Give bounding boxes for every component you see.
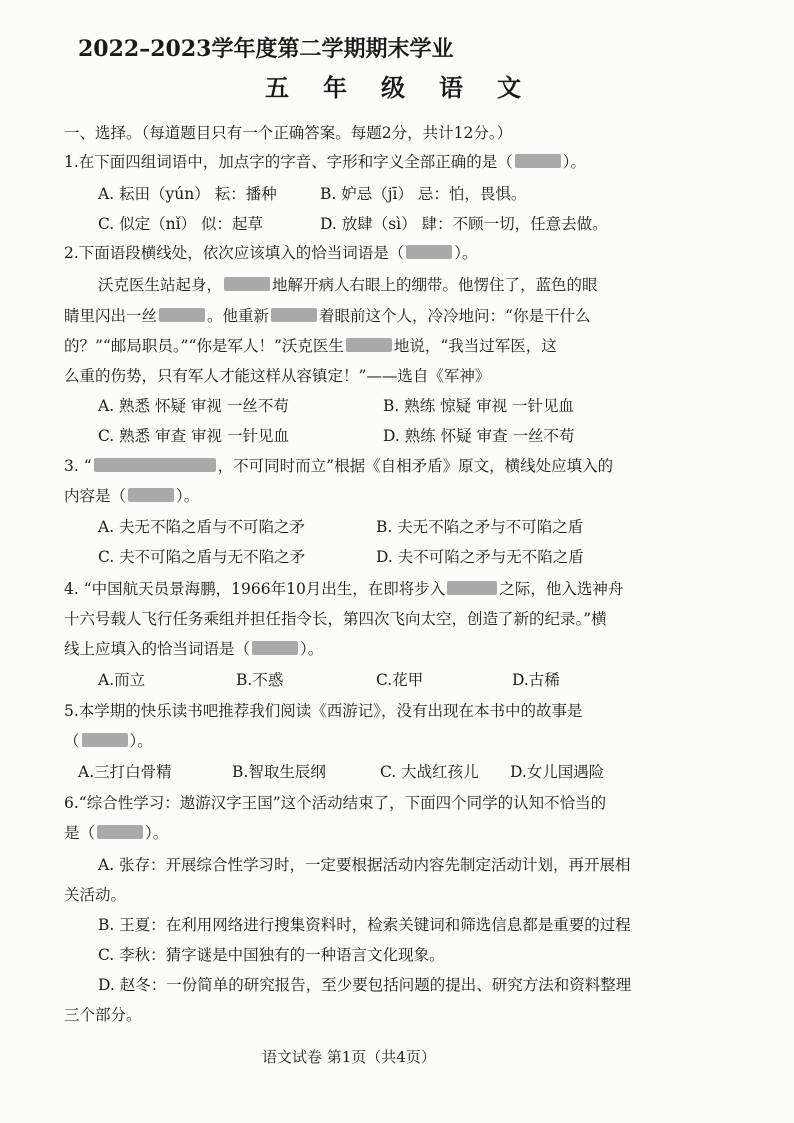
q4-text: 4. “中国航天员景海鹏，1966年10月出生，在即将步入: [64, 580, 446, 598]
subject-title: 五年级语文: [265, 73, 555, 102]
passage-text: 地解开病人右眼上的绷带。他愣住了，蓝色的眼: [272, 276, 598, 294]
q3-stem-b: ，不可同时而立”根据《自相矛盾》原文，横线处应填入的: [217, 457, 614, 475]
q2-passage-line3: [64, 336, 557, 356]
q4-text: 线上应填入的恰当词语是（: [64, 640, 251, 658]
answer-blank: [406, 245, 452, 259]
q1-option-b: B. 妒忌（jī） 忌：怕，畏惧。: [320, 185, 527, 203]
q4-stem-line1: [64, 579, 623, 599]
q6-option-c: C. 李秋：猜字谜是中国独有的一种语言文化现象。: [98, 946, 445, 964]
section1-heading: 一、选择。（每道题目只有一个正确答案。每题2分，共计12分。）: [64, 124, 513, 142]
q1-stem: [64, 152, 586, 172]
q2-passage-line2: [64, 306, 590, 326]
q5-option-d: D.女儿国遇险: [510, 763, 605, 781]
fill-blank: [346, 338, 392, 352]
exam-title: 2022–2023学年度第二学期期末学业: [78, 36, 454, 62]
q4-option-d: D.古稀: [512, 671, 560, 689]
q3-option-b: B. 夫无不陷之矛与不可陷之盾: [376, 518, 584, 536]
q3-stem-d: ）。: [176, 487, 200, 505]
fill-blank: [271, 308, 317, 322]
q3-option-c: C. 夫不可陷之盾与无不陷之矛: [98, 548, 306, 566]
q6-option-a-cont: 关活动。: [64, 886, 127, 904]
q4-option-c: C.花甲: [376, 671, 424, 689]
passage-text: 的？”“邮局职员。”“你是军人！”沃克医生: [64, 337, 344, 355]
answer-blank: [252, 641, 298, 655]
q6-option-d: D. 赵冬：一份简单的研究报告，至少要包括问题的提出、研究方法和资料整理: [98, 976, 632, 994]
answer-blank: [97, 825, 143, 839]
q5-stem: 5.本学期的快乐读书吧推荐我们阅读《西游记》，没有出现在本书中的故事是: [64, 702, 583, 720]
answer-blank: [515, 154, 561, 168]
q5-option-c: C. 大战红孩儿: [380, 763, 479, 781]
passage-text: 。他重新: [207, 307, 270, 325]
passage-text: 地说，“我当过军医，这: [393, 337, 557, 355]
q5-answer-line: [64, 731, 153, 751]
q5-text: ）。: [129, 732, 153, 750]
answer-blank: [82, 733, 128, 747]
page-footer: 语文试卷 第1页（共4页）: [262, 1048, 436, 1066]
q6-answer-line: [64, 823, 168, 843]
passage-text: 睛里闪出一丝: [64, 307, 158, 325]
q4-text: ）。: [300, 640, 324, 658]
q2-passage-line4: 么重的伤势，只有军人才能这样从容镇定！”——选自《军神》: [64, 367, 491, 385]
q5-option-a: A.三打白骨精: [78, 763, 172, 781]
q6-stem: 6.“综合性学习：遨游汉字王国”这个活动结束了，下面四个同学的认知不恰当的: [64, 794, 607, 812]
q2-stem-a: 2.下面语段横线处，依次应该填入的恰当词语是（: [64, 244, 405, 262]
q2-stem-b: ）。: [454, 244, 478, 262]
passage-text: 沃克医生站起身，: [98, 276, 223, 294]
q6-text: ）。: [145, 824, 169, 842]
q4-stem-line3: [64, 639, 323, 659]
fill-blank: [224, 277, 270, 291]
q2-option-c: C. 熟悉 审查 审视 一针见血: [98, 427, 289, 445]
fill-blank: [447, 581, 497, 595]
q6-text: 是（: [64, 824, 96, 842]
q2-passage-line1: [98, 275, 598, 295]
q1-option-a: A. 耘田（yún） 耘：播种: [98, 185, 277, 203]
q1-option-c: C. 似定（nǐ） 似：起草: [98, 215, 264, 233]
q3-stem-a: 3. “: [64, 457, 92, 475]
answer-blank: [128, 488, 174, 502]
q1-stem-b: ）。: [562, 153, 587, 171]
q3-option-d: D. 夫不可陷之矛与无不陷之盾: [376, 548, 584, 566]
q3-stem-c: 内容是（: [64, 487, 127, 505]
fill-blank: [94, 458, 216, 472]
q3-option-a: A. 夫无不陷之盾与不可陷之矛: [98, 518, 306, 536]
q5-option-b: B.智取生辰纲: [232, 763, 326, 781]
q1-stem-a: 1.在下面四组词语中，加点字的字音、字形和字义全部正确的是（: [64, 153, 513, 171]
q4-text: 之际，他入选神舟: [499, 580, 624, 598]
passage-text: 着眼前这个人，冷冷地问：“你是干什么: [319, 307, 591, 325]
q2-option-d: D. 熟练 怀疑 审查 一丝不苟: [383, 427, 575, 445]
q5-text: （: [64, 732, 80, 750]
q6-option-b: B. 王夏：在利用网络进行搜集资料时，检索关键词和筛选信息都是重要的过程: [98, 916, 631, 934]
q4-option-b: B.不惑: [236, 671, 284, 689]
q2-stem: [64, 243, 478, 263]
q2-option-a: A. 熟悉 怀疑 审视 一丝不苟: [98, 397, 289, 415]
q1-option-d: D. 放肆（sì） 肆：不顾一切，任意去做。: [320, 215, 608, 233]
q6-option-a: A. 张存：开展综合性学习时，一定要根据活动内容先制定活动计划，再开展相: [98, 856, 631, 874]
q4-stem-line2: 十六号载人飞行任务乘组并担任指令长，第四次飞向太空，创造了新的纪录。”横: [64, 610, 607, 628]
q4-option-a: A.而立: [98, 671, 146, 689]
q3-stem-line2: [64, 486, 199, 506]
q6-option-d-cont: 三个部分。: [64, 1006, 142, 1024]
fill-blank: [159, 308, 205, 322]
q3-stem-line1: [64, 456, 613, 476]
q2-option-b: B. 熟练 惊疑 审视 一针见血: [383, 397, 575, 415]
